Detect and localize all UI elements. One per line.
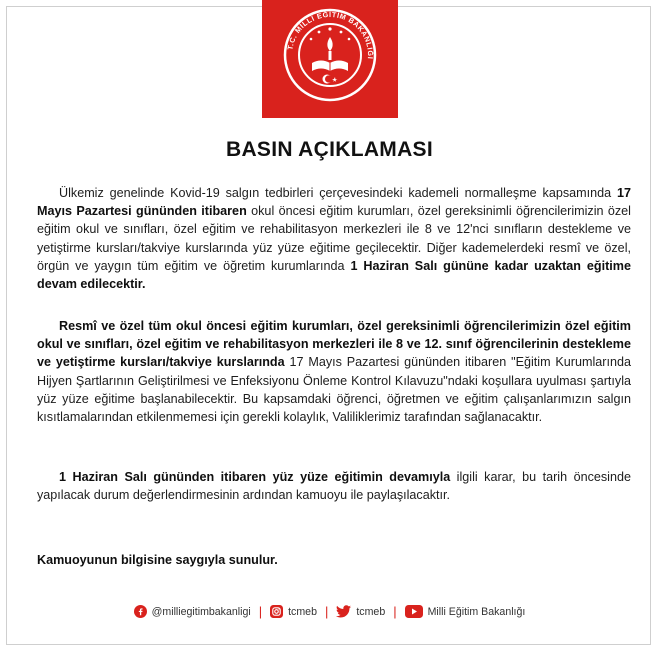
paragraph-3 (37, 468, 631, 504)
twitter-icon (336, 605, 351, 618)
footer-youtube[interactable] (405, 605, 526, 618)
youtube-channel: Milli Eğitim Bakanlığı (427, 605, 526, 618)
social-footer (0, 604, 659, 619)
header-logo-banner (262, 0, 398, 118)
instagram-icon (270, 605, 283, 618)
instagram-handle: tcmeb (288, 605, 317, 618)
paragraph-2-text-a: 17 Mayıs Pazartesi gününden itibaren "Eğitim Kurumlarında Hijyen Şartlarının Geliştirilmesi ve Enfeksiyonu Önleme Kontrol Kılavuzu"ndaki koşullara uyulması şartıyla yüz yüze eğitime başlanabilecektir. Bu kapsamdaki öğrenci, öğretmen ve eğitim çalışanlarımızın salgın kısıtlamalarından etkilenmemesi için gerekli kolaylık, Valiliklerimiz tarafından sağlanacaktır. (37, 355, 631, 425)
page-title: BASIN AÇIKLAMASI (225, 138, 434, 161)
footer-instagram[interactable] (270, 605, 317, 618)
footer-facebook[interactable] (134, 605, 251, 618)
closing-text: Kamuoyunun bilgisine saygıyla sunulur. (37, 553, 278, 567)
paragraph-1-bold-b: 1 Haziran Salı gününe kadar uzaktan eğitime devam edilecektir. (37, 258, 631, 292)
youtube-icon (405, 605, 423, 618)
paragraph-3-bold-a: 1 Haziran Salı gününden itibaren yüz yüze eğitimin devamıyla (59, 470, 451, 484)
paragraph-1-text-b: okul öncesi eğitim kurumları, özel gereksinimli öğrencilerimizin özel eğitim okul ve sınıfları, özel eğitim ve rehabilitasyon merkezleri ile 8 ve 12'nci sınıfların destekleme ve yetiştirme kursları/takviye kurslarında yüz yüze eğitime geçilecektir. Diğer kademelerdeki resmî ve özel, örgün ve yaygın tüm eğitim ve öğretim kurumlarında (37, 204, 631, 273)
meb-seal-icon (282, 7, 378, 103)
paragraph-1 (37, 184, 631, 293)
facebook-handle: @milliegitimbakanligi (151, 605, 251, 618)
twitter-handle: tcmeb (356, 605, 386, 618)
paragraph-2-bold-a: Resmî ve özel tüm okul öncesi eğitim kurumları, özel gereksinimli öğrencilerimizin özel eğitim okul ve sınıfları, özel eğitim ve rehabilitasyon merkezleri ile 8 ve 12. sınıf öğrencilerinin destekleme ve yetiştirme kursları/takviye kurslarında (37, 319, 631, 370)
facebook-icon (134, 605, 147, 618)
footer-separator: | (258, 604, 263, 619)
footer-separator: | (393, 604, 397, 619)
footer-twitter[interactable] (336, 605, 385, 618)
paragraph-1-bold-a: 17 Mayıs Pazartesi gününden itibaren (37, 186, 631, 219)
footer-separator: | (324, 604, 329, 619)
paragraph-3-text-a: ilgili karar, bu tarih öncesinde yapılacak durum değerlendirmesinin ardından kamuoyu ile paylaşılacaktır. (37, 470, 631, 503)
seal-text: T.C. MİLLÎ EĞİTİM BAKANLIĞI (285, 9, 376, 60)
paragraph-2 (37, 317, 631, 426)
paragraph-1-text-a: Ülkemiz genelinde Kovid-19 salgın tedbirleri çerçevesindeki kademeli normalleşme kapsamında (59, 186, 617, 200)
closing-line (37, 551, 631, 569)
